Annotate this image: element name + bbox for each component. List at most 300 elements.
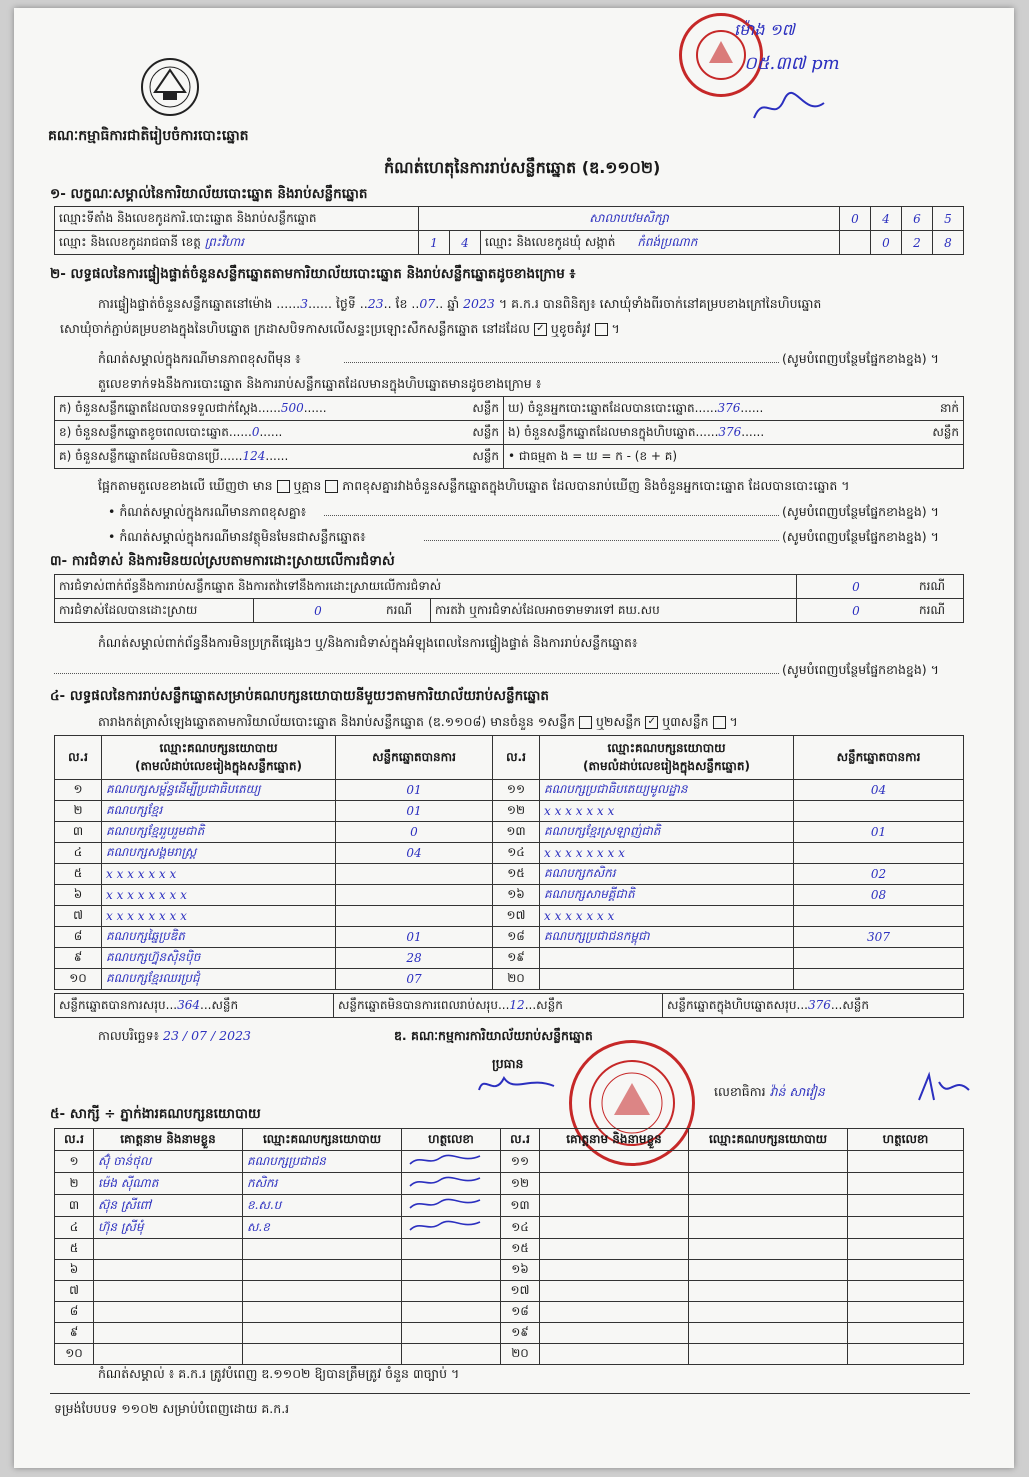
discrepancy-or: ឬគ្មាន <box>293 478 322 493</box>
witness-no: ៨ <box>55 1302 94 1323</box>
results-col-party-sub: (តាមលំដាប់លេខរៀងក្នុងសន្លឹកឆ្នោត) <box>135 758 302 773</box>
total-valid-unit: សន្លឹក <box>211 997 239 1012</box>
result-votes: 307 <box>794 927 964 948</box>
results-col-party-2 <box>540 736 794 780</box>
result-no: ៧ <box>55 906 102 927</box>
committee-name: គណៈកម្មាធិការជាតិរៀបចំការបោះឆ្នោត <box>48 128 249 144</box>
figures-row <box>55 397 964 421</box>
commune-code-2: 2 <box>902 231 933 255</box>
witness-party <box>689 1344 848 1365</box>
figure-a-unit: សន្លឹក <box>472 400 499 415</box>
section5-heading: ៥- សាក្សី ÷ ភ្នាក់ងារគណបក្សនយោបាយ <box>50 1106 261 1122</box>
result-no: ៣ <box>55 822 102 843</box>
result-votes <box>794 801 964 822</box>
results-table <box>54 735 964 990</box>
secretary-label: លេខាធិការ <box>714 1084 766 1099</box>
witness-party <box>243 1281 402 1302</box>
witness-name <box>540 1302 689 1323</box>
complaints-row <box>55 575 964 599</box>
station-code-4: 5 <box>933 207 964 231</box>
result-votes: 01 <box>794 822 964 843</box>
resolved-label: ការជំទាស់ដែលបានដោះស្រាយ <box>55 599 254 623</box>
result-votes: 07 <box>336 969 493 990</box>
section1-heading: ១- លក្ខណៈសម្គាល់នៃការិយាល័យបោះឆ្នោត និងរាប់សន្លឹកឆ្នោត <box>50 186 368 202</box>
witness-no: ៤ <box>55 1217 94 1239</box>
witness-name <box>540 1281 689 1302</box>
result-votes <box>336 906 493 927</box>
commune-label-text: ឈ្មោះ និងលេខកូដឃុំ សង្កាត់ <box>485 234 616 249</box>
witness-party <box>243 1344 402 1365</box>
figure-b-label: ខ) ចំនួនសន្លឹកឆ្នោតខូចពេលបោះឆ្នោត <box>59 424 229 439</box>
section3-heading: ៣- ការជំទាស់ និងការមិនយល់ស្របតាមការដោះស្រាយលើការជំទាស់ <box>50 553 395 569</box>
witness-name <box>540 1151 689 1173</box>
discrepancy-line <box>98 478 850 493</box>
figure-e-value: 376 <box>718 424 742 439</box>
appeal-unit: ករណី <box>915 599 964 623</box>
committee-label: ឌ. គណៈកម្មការការិយាល័យរាប់សន្លឹកឆ្នោត <box>394 1028 593 1043</box>
result-no: ១៨ <box>493 927 540 948</box>
witness-signature <box>848 1195 964 1217</box>
witness-col-no: ល.រ <box>55 1129 94 1151</box>
witness-party <box>243 1323 402 1344</box>
checkbox-intact[interactable]: ✓ <box>534 323 547 336</box>
day-label: ថ្ងៃទី <box>335 296 356 311</box>
province-label-text: ឈ្មោះ និងលេខកូដរាជធានី ខេត្ត <box>59 234 201 249</box>
witness-name: ស៊ុន ស្រីពៅ <box>94 1195 243 1217</box>
witness-signature <box>402 1195 501 1217</box>
witness-signature-icon <box>406 1152 486 1168</box>
result-no: ៥ <box>55 864 102 885</box>
footer-divider <box>50 1393 970 1394</box>
result-votes: 04 <box>794 780 964 801</box>
figure-b-unit: សន្លឹក <box>472 424 499 439</box>
witness-no: ២០ <box>501 1344 540 1365</box>
witness-no: ១៤ <box>501 1217 540 1239</box>
witness-signature <box>848 1239 964 1260</box>
two-sheets-label: ឬ២សន្លឹក <box>596 714 642 729</box>
result-party: គណបក្សខ្មែររួបរួមជាតិ <box>102 822 336 843</box>
complaints-table <box>54 574 964 623</box>
figure-e-label: ង) ចំនួនសន្លឹកឆ្នោតដែលមានក្នុងហិបឆ្នោត <box>508 424 696 439</box>
witness-signature <box>402 1281 501 1302</box>
result-party: គណបក្សសម្ព័ន្ធដើម្បីប្រជាធិបតេយ្យ <box>102 780 336 801</box>
committee-emblem-icon <box>139 56 201 118</box>
figure-c-value: 124 <box>242 448 266 463</box>
footnote: កំណត់សម្គាល់ ៖ គ.ក.រ ត្រូវបំពេញ ឌ.១១០២ ឱ្យបានត្រឹមត្រូវ ចំនួន ៣ច្បាប់ ។ <box>98 1366 460 1381</box>
seal-text: សោឃុំចាក់ភ្ជាប់គម្របខាងក្នុងនៃហិបឆ្នោត ក្រដាសបិទកាសលើសន្ទះប្រឡោះសឹកសន្លឹកឆ្នោត នៅដដែល <box>60 321 530 336</box>
three-sheets-label: ឬ៣សន្លឹក <box>662 714 709 729</box>
checkbox-has-diff[interactable] <box>277 480 290 493</box>
bullet-object: • កំណត់សម្គាល់ក្នុងករណីមានវត្ថុមិនមែនជាសន្លឹកឆ្នោត៖ <box>108 529 366 544</box>
or-lost-text: ឬខូចតំរូវ <box>550 321 591 336</box>
witness-name: ហ៊ុន ស្រីមុំ <box>94 1217 243 1239</box>
resolved-unit: ករណី <box>382 599 431 623</box>
witness-no: ១១ <box>501 1151 540 1173</box>
totals-row <box>55 994 964 1018</box>
total-valid-label: សន្លឹកឆ្នោតបានការសរុប <box>59 997 166 1012</box>
results-row <box>55 927 964 948</box>
chairman-signature-icon <box>474 1068 564 1102</box>
bullet-object-line <box>424 540 779 541</box>
result-no: ២០ <box>493 969 540 990</box>
witness-name <box>94 1302 243 1323</box>
witness-party <box>689 1260 848 1281</box>
witness-row <box>55 1260 964 1281</box>
witness-party <box>689 1239 848 1260</box>
total-invalid-unit: សន្លឹក <box>536 997 563 1012</box>
result-party: គណបក្សសាមគ្គីជាតិ <box>540 885 794 906</box>
irregularity-note: កំណត់សម្គាល់ពាក់ព័ន្ធនឹងការមិនប្រក្រតីផ្សេងៗ ឬ/និងការជំទាស់ក្នុងអំឡុងពេលនៃការផ្ទៀងផ្ទាត់ និងការរាប់សន្លឹកឆ្នោត៖ <box>98 635 638 650</box>
results-row <box>55 906 964 927</box>
witness-col-name: គោត្តនាម និងនាមខ្លួន <box>94 1129 243 1151</box>
result-votes: 28 <box>336 948 493 969</box>
result-no: ១៣ <box>493 822 540 843</box>
figure-a-value: 500 <box>280 400 304 415</box>
witness-party <box>689 1173 848 1195</box>
result-no: ១៩ <box>493 948 540 969</box>
irregularity-line <box>54 673 779 674</box>
witness-no: ១៦ <box>501 1260 540 1281</box>
result-party: x x x x x x x <box>540 906 794 927</box>
result-votes <box>336 885 493 906</box>
witness-no: ១ <box>55 1151 94 1173</box>
chairman-label: ប្រធាន <box>492 1056 524 1071</box>
witness-row <box>55 1151 964 1173</box>
checkbox-lost[interactable] <box>595 323 608 336</box>
witness-name <box>94 1281 243 1302</box>
results-row <box>55 780 964 801</box>
secretary-line <box>714 1084 825 1099</box>
witness-signature <box>402 1217 501 1239</box>
figure-d-unit: នាក់ <box>939 400 959 415</box>
witness-signature <box>848 1344 964 1365</box>
figures-row <box>55 421 964 445</box>
time-handwriting-1: ម៉ោង ១៧ <box>734 20 795 39</box>
results-col-party <box>102 736 336 780</box>
witness-col-name-2: គោត្តនាម និងនាមខ្លួន <box>540 1129 689 1151</box>
station-code-2: 4 <box>871 207 902 231</box>
complaints-row <box>55 599 964 623</box>
witness-party <box>689 1217 848 1239</box>
fill-note-3: (សូមបំពេញបន្ថែមផ្នែកខាងខ្នង) ។ <box>782 529 939 544</box>
result-party: គណបក្សហ្វ៊ុនស៊ិនប៉ិច <box>102 948 336 969</box>
commune-code-3: 8 <box>933 231 964 255</box>
witness-name <box>540 1260 689 1281</box>
results-col-party-title: ឈ្មោះគណបក្សនយោបាយ <box>159 740 278 755</box>
verification-year: 2023 <box>463 296 495 311</box>
result-votes: 01 <box>336 780 493 801</box>
station-table <box>54 206 964 255</box>
witness-party: ខ.ស.ប <box>243 1195 402 1217</box>
commune-code-1: 0 <box>871 231 902 255</box>
commune-code-blank <box>840 231 871 255</box>
witness-col-sign-2: ហត្ថលេខា <box>848 1129 964 1151</box>
date-label: កាលបរិច្ឆេទ៖ <box>98 1028 160 1043</box>
witness-no: ១៧ <box>501 1281 540 1302</box>
commune-value: កំពង់ប្រណាក <box>637 234 698 249</box>
signature-top-icon <box>749 88 829 128</box>
witness-no: ១៨ <box>501 1302 540 1323</box>
total-box-unit: សន្លឹក <box>842 997 869 1012</box>
result-votes <box>336 864 493 885</box>
figure-c-unit: សន្លឹក <box>472 448 499 463</box>
witness-party <box>689 1281 848 1302</box>
results-col-party-sub-2: (តាមលំដាប់លេខរៀងក្នុងសន្លឹកឆ្នោត) <box>583 758 750 773</box>
witness-party: គណបក្សប្រជាជន <box>243 1151 402 1173</box>
witness-row <box>55 1323 964 1344</box>
result-party: គណបក្សសង្គមរាស្ត្រ <box>102 843 336 864</box>
witness-name: ម៉េង ស៊ីណាត <box>94 1173 243 1195</box>
complaint-label: ការជំទាស់ពាក់ព័ន្ធនឹងការរាប់សន្លឹកឆ្នោត និងការតវ៉ាទៅនឹងការដោះស្រាយលើការជំទាស់ <box>55 575 797 599</box>
witness-no: ៣ <box>55 1195 94 1217</box>
witness-col-party-2: ឈ្មោះគណបក្សនយោបាយ <box>689 1129 848 1151</box>
total-invalid-value: 12 <box>509 997 525 1012</box>
difference-note-line <box>344 362 779 363</box>
result-party: x x x x x x x <box>540 801 794 822</box>
result-party: គណបក្សប្រជាជនកម្ពុជា <box>540 927 794 948</box>
section4-heading: ៤- លទ្ធផលនៃការរាប់សន្លឹកឆ្នោតសម្រាប់គណបក្សនយោបាយនីមួយៗតាមការិយាល័យរាប់សន្លឹកឆ្នោត <box>50 688 549 704</box>
witness-no: ៦ <box>55 1260 94 1281</box>
verification-line: ការផ្ទៀងផ្ទាត់ចំនួនសន្លឹកឆ្នោតនៅម៉ោង ......3...... ថ្ងៃទី ..23.. ខែ ..07.. ឆ្នាំ 2023 ។ គ.ក.រ បានពិនិត្យ៖ សោឃុំទាំងពីរចាក់នៅគម្របខាងក្រៅនៃហិបឆ្នោត <box>98 296 822 311</box>
secretary-signature-icon <box>914 1070 974 1110</box>
result-votes: 01 <box>336 927 493 948</box>
witness-no: ៥ <box>55 1239 94 1260</box>
witness-signature <box>402 1260 501 1281</box>
result-party: គណបក្សខ្មែរ <box>102 801 336 822</box>
results-row <box>55 843 964 864</box>
fill-note-1: (សូមបំពេញបន្ថែមផ្នែកខាងខ្នង) ។ <box>782 351 939 366</box>
witness-name <box>540 1344 689 1365</box>
result-party: គណបក្សខ្មែរឈរប្រជុំ <box>102 969 336 990</box>
witness-name: ស៊ុំ ចាន់ថុល <box>94 1151 243 1173</box>
seal-line: សោឃុំចាក់ភ្ជាប់គម្របខាងក្នុងនៃហិបឆ្នោត ក្រដាសបិទកាសលើសន្ទះប្រឡោះសឹកសន្លឹកឆ្នោត នៅដដែល ✓ ឬខូចតំរូវ ។ <box>60 321 620 336</box>
witness-party <box>689 1195 848 1217</box>
witness-col-no-2: ល.រ <box>501 1129 540 1151</box>
resolved-value: 0 <box>254 599 383 623</box>
figure-a: ក) ចំនួនសន្លឹកឆ្នោតដែលបានទទួលជាក់ស្ដែង......500...... សន្លឹក <box>55 397 504 421</box>
checkbox-2-sheets[interactable]: ✓ <box>645 716 658 729</box>
verification-month: 07 <box>419 296 436 311</box>
result-votes <box>794 843 964 864</box>
result-no: ១៧ <box>493 906 540 927</box>
result-no: ១០ <box>55 969 102 990</box>
witness-col-sign: ហត្ថលេខា <box>402 1129 501 1151</box>
checkbox-1-sheet[interactable] <box>579 716 592 729</box>
result-no: ១៤ <box>493 843 540 864</box>
results-col-votes-2: សន្លឹកឆ្នោតបានការ <box>794 736 964 780</box>
result-votes: 04 <box>336 843 493 864</box>
date-line <box>98 1028 251 1043</box>
station-code-1: 0 <box>840 207 871 231</box>
witness-row <box>55 1302 964 1323</box>
station-code-3: 6 <box>902 207 933 231</box>
witness-name <box>94 1323 243 1344</box>
results-col-no: ល.រ <box>55 736 102 780</box>
appeal-label: ការតវ៉ា ឬការជំទាស់ដែលអាចទាមទារទៅ គឃ.សប <box>431 599 797 623</box>
figure-e-unit: សន្លឹក <box>932 424 959 439</box>
witness-signature <box>848 1260 964 1281</box>
witness-name <box>94 1260 243 1281</box>
result-votes: 02 <box>794 864 964 885</box>
commune-label <box>481 231 840 255</box>
sheet-count-text: តារាងកត់ត្រាសំឡេងឆ្នោតតាមការិយាល័យបោះឆ្នោត និងរាប់សន្លឹកឆ្នោត (ឌ.១១០៨) មានចំនួន ១សន្លឹក <box>98 714 576 729</box>
witness-party: កសិករ <box>243 1173 402 1195</box>
witness-signature-icon <box>406 1196 486 1212</box>
results-col-party-title-2: ឈ្មោះគណបក្សនយោបាយ <box>607 740 726 755</box>
result-votes <box>794 906 964 927</box>
result-no: ១៦ <box>493 885 540 906</box>
total-invalid-label: សន្លឹកឆ្នោតមិនបានការពេលរាប់សរុប <box>338 997 498 1012</box>
witness-party <box>243 1302 402 1323</box>
result-party <box>540 969 794 990</box>
section2-heading: ២- លទ្ធផលនៃការផ្ទៀងផ្ទាត់ចំនួនសន្លឹកឆ្នោតតាមការិយាល័យបោះឆ្នោត និងរាប់សន្លឹកឆ្នោតដូចខាងក្រោម ៖ <box>50 266 576 282</box>
total-box-label: សន្លឹកឆ្នោតក្នុងហិបឆ្នោតសរុប <box>667 997 797 1012</box>
checkbox-3-sheets[interactable] <box>713 716 726 729</box>
result-party <box>540 948 794 969</box>
witness-name <box>540 1195 689 1217</box>
result-votes: 01 <box>336 801 493 822</box>
month-label: ខែ <box>395 296 408 311</box>
figure-d-value: 376 <box>717 400 741 415</box>
witness-name <box>540 1323 689 1344</box>
witness-row <box>55 1173 964 1195</box>
complaint-value: 0 <box>797 575 916 599</box>
fill-note-4: (សូមបំពេញបន្ថែមផ្នែកខាងខ្នង) ។ <box>782 662 939 677</box>
form-footer: ទម្រង់បែបបទ ១១០២ សម្រាប់បំពេញដោយ គ.ក.រ <box>54 1401 290 1416</box>
results-row <box>55 948 964 969</box>
total-box-value: 376 <box>807 997 831 1012</box>
witness-party <box>243 1260 402 1281</box>
results-col-no-2: ល.រ <box>493 736 540 780</box>
total-invalid: សន្លឹកឆ្នោតមិនបានការពេលរាប់សរុប...12...សន្លឹក <box>334 994 663 1018</box>
figures-table <box>54 396 964 469</box>
results-col-votes: សន្លឹកឆ្នោតបានការ <box>336 736 493 780</box>
witness-signature <box>848 1217 964 1239</box>
figures-intro: តួលេខទាក់ទងនឹងការបោះឆ្នោត និងការរាប់សន្លឹកឆ្នោតដែលមានក្នុងហិបឆ្នោតមានដូចខាងក្រោម ៖ <box>98 376 542 391</box>
year-label: ឆ្នាំ <box>447 296 460 311</box>
time-handwriting-2: ០៥.៣៧ pm <box>744 53 840 74</box>
total-box: សន្លឹកឆ្នោតក្នុងហិបឆ្នោតសរុប...376...សន្លឹក <box>663 994 964 1018</box>
complaint-unit: ករណី <box>915 575 964 599</box>
witness-no: ១០ <box>55 1344 94 1365</box>
witness-no: ២ <box>55 1173 94 1195</box>
secretary-value: វ៉ាន់ សាវៀន <box>769 1084 825 1099</box>
witness-row <box>55 1344 964 1365</box>
discrepancy-text: ផ្អែកតាមតួលេខខាងលើ ឃើញថា មាន <box>98 478 273 493</box>
figure-a-label: ក) ចំនួនសន្លឹកឆ្នោតដែលបានទទួលជាក់ស្ដែង <box>59 400 258 415</box>
figures-row <box>55 445 964 469</box>
witness-signature <box>848 1173 964 1195</box>
date-value: 23 / 07 / 2023 <box>163 1028 251 1043</box>
result-no: ២ <box>55 801 102 822</box>
witness-no: ៩ <box>55 1323 94 1344</box>
figure-d-label: ឃ) ចំនួនអ្នកបោះឆ្នោតដែលបានបោះឆ្នោត <box>508 400 695 415</box>
bullet-diff: • កំណត់សម្គាល់ក្នុងករណីមានភាពខុសគ្នា៖ <box>108 504 307 519</box>
result-party: x x x x x x x x <box>102 885 336 906</box>
province-value: ព្រះវិហារ <box>204 234 244 249</box>
fill-note-2: (សូមបំពេញបន្ថែមផ្នែកខាងខ្នង) ។ <box>782 504 939 519</box>
witness-no: ៧ <box>55 1281 94 1302</box>
checkbox-no-diff[interactable] <box>325 480 338 493</box>
witness-party <box>689 1323 848 1344</box>
witness-name <box>94 1344 243 1365</box>
results-row <box>55 864 964 885</box>
province-label <box>55 231 419 255</box>
result-party: គណបក្សខ្មែរស្រឡាញ់ជាតិ <box>540 822 794 843</box>
result-no: ១៥ <box>493 864 540 885</box>
difference-note-label: កំណត់សម្គាល់ក្នុងករណីមានភាពខុសពីមុន ៖ <box>98 351 301 366</box>
result-party: x x x x x x x <box>102 864 336 885</box>
result-party: គណបក្សឆ្នៃប្រឌិត <box>102 927 336 948</box>
witness-name <box>540 1217 689 1239</box>
witness-party <box>243 1239 402 1260</box>
figure-b: ខ) ចំនួនសន្លឹកឆ្នោតខូចពេលបោះឆ្នោត......0...... សន្លឹក <box>55 421 504 445</box>
figure-c-label: គ) ចំនួនសន្លឹកឆ្នោតដែលមិនបានប្រើ <box>59 448 220 463</box>
witness-table <box>54 1128 964 1365</box>
discrepancy-text-2: ភាពខុសគ្នារវាងចំនួនសន្លឹកឆ្នោតក្នុងហិបឆ្នោត ដែលបានរាប់ឃើញ និងចំនួនអ្នកបោះឆ្នោត ដែលបានបោះឆ្នោត ។ <box>342 478 850 493</box>
results-row <box>55 801 964 822</box>
province-code-2: 4 <box>450 231 481 255</box>
witness-signature <box>402 1344 501 1365</box>
total-valid: សន្លឹកឆ្នោតបានការសរុប...364...សន្លឹក <box>55 994 334 1018</box>
result-no: ៨ <box>55 927 102 948</box>
verification-text: ការផ្ទៀងផ្ទាត់ចំនួនសន្លឹកឆ្នោតនៅម៉ោង <box>98 296 273 311</box>
sheet-count-line: តារាងកត់ត្រាសំឡេងឆ្នោតតាមការិយាល័យបោះឆ្នោត និងរាប់សន្លឹកឆ្នោត (ឌ.១១០៨) មានចំនួន ១សន្លឹក ឬ២សន្លឹក ✓ ឬ៣សន្លឹក ។ <box>98 714 738 729</box>
witness-signature-icon <box>406 1174 486 1190</box>
witness-signature <box>402 1151 501 1173</box>
witness-signature <box>402 1239 501 1260</box>
figure-b-value: 0 <box>251 424 260 439</box>
province-code-1: 1 <box>419 231 450 255</box>
result-votes: 0 <box>336 822 493 843</box>
figure-c: គ) ចំនួនសន្លឹកឆ្នោតដែលមិនបានប្រើ......124...... សន្លឹក <box>55 445 504 469</box>
result-party: x x x x x x x x <box>102 906 336 927</box>
results-row <box>55 969 964 990</box>
witness-row <box>55 1239 964 1260</box>
witness-no: ១២ <box>501 1173 540 1195</box>
witness-name <box>540 1173 689 1195</box>
figure-formula: • ជាធម្មតា ង = ឃ = ក - (ខ + គ) <box>504 445 964 469</box>
total-valid-value: 364 <box>177 997 200 1012</box>
witness-col-party: ឈ្មោះគណបក្សនយោបាយ <box>243 1129 402 1151</box>
figure-e: ង) ចំនួនសន្លឹកឆ្នោតដែលមានក្នុងហិបឆ្នោត......376...... សន្លឹក <box>504 421 964 445</box>
witness-name <box>540 1239 689 1260</box>
result-no: ៩ <box>55 948 102 969</box>
result-no: ១១ <box>493 780 540 801</box>
verification-day: 23 <box>367 296 384 311</box>
station-label: ឈ្មោះទីតាំង និងលេខកូដការិ.បោះឆ្នោត និងរាប់សន្លឹកឆ្នោត <box>55 207 419 231</box>
witness-signature <box>402 1173 501 1195</box>
figure-d: ឃ) ចំនួនអ្នកបោះឆ្នោតដែលបានបោះឆ្នោត......376...... នាក់ <box>504 397 964 421</box>
witness-party: ស.ខ <box>243 1217 402 1239</box>
witness-row <box>55 1195 964 1217</box>
appeal-value: 0 <box>797 599 916 623</box>
witness-party <box>689 1302 848 1323</box>
witness-no: ១៩ <box>501 1323 540 1344</box>
witness-signature-icon <box>406 1218 486 1234</box>
witness-signature <box>402 1302 501 1323</box>
witness-no: ១៣ <box>501 1195 540 1217</box>
document-sheet <box>14 8 1014 1468</box>
result-no: ៦ <box>55 885 102 906</box>
witness-row <box>55 1217 964 1239</box>
witness-row <box>55 1281 964 1302</box>
result-no: ៤ <box>55 843 102 864</box>
witness-signature <box>848 1302 964 1323</box>
totals-table <box>54 993 964 1018</box>
result-votes <box>794 969 964 990</box>
witness-name <box>94 1239 243 1260</box>
